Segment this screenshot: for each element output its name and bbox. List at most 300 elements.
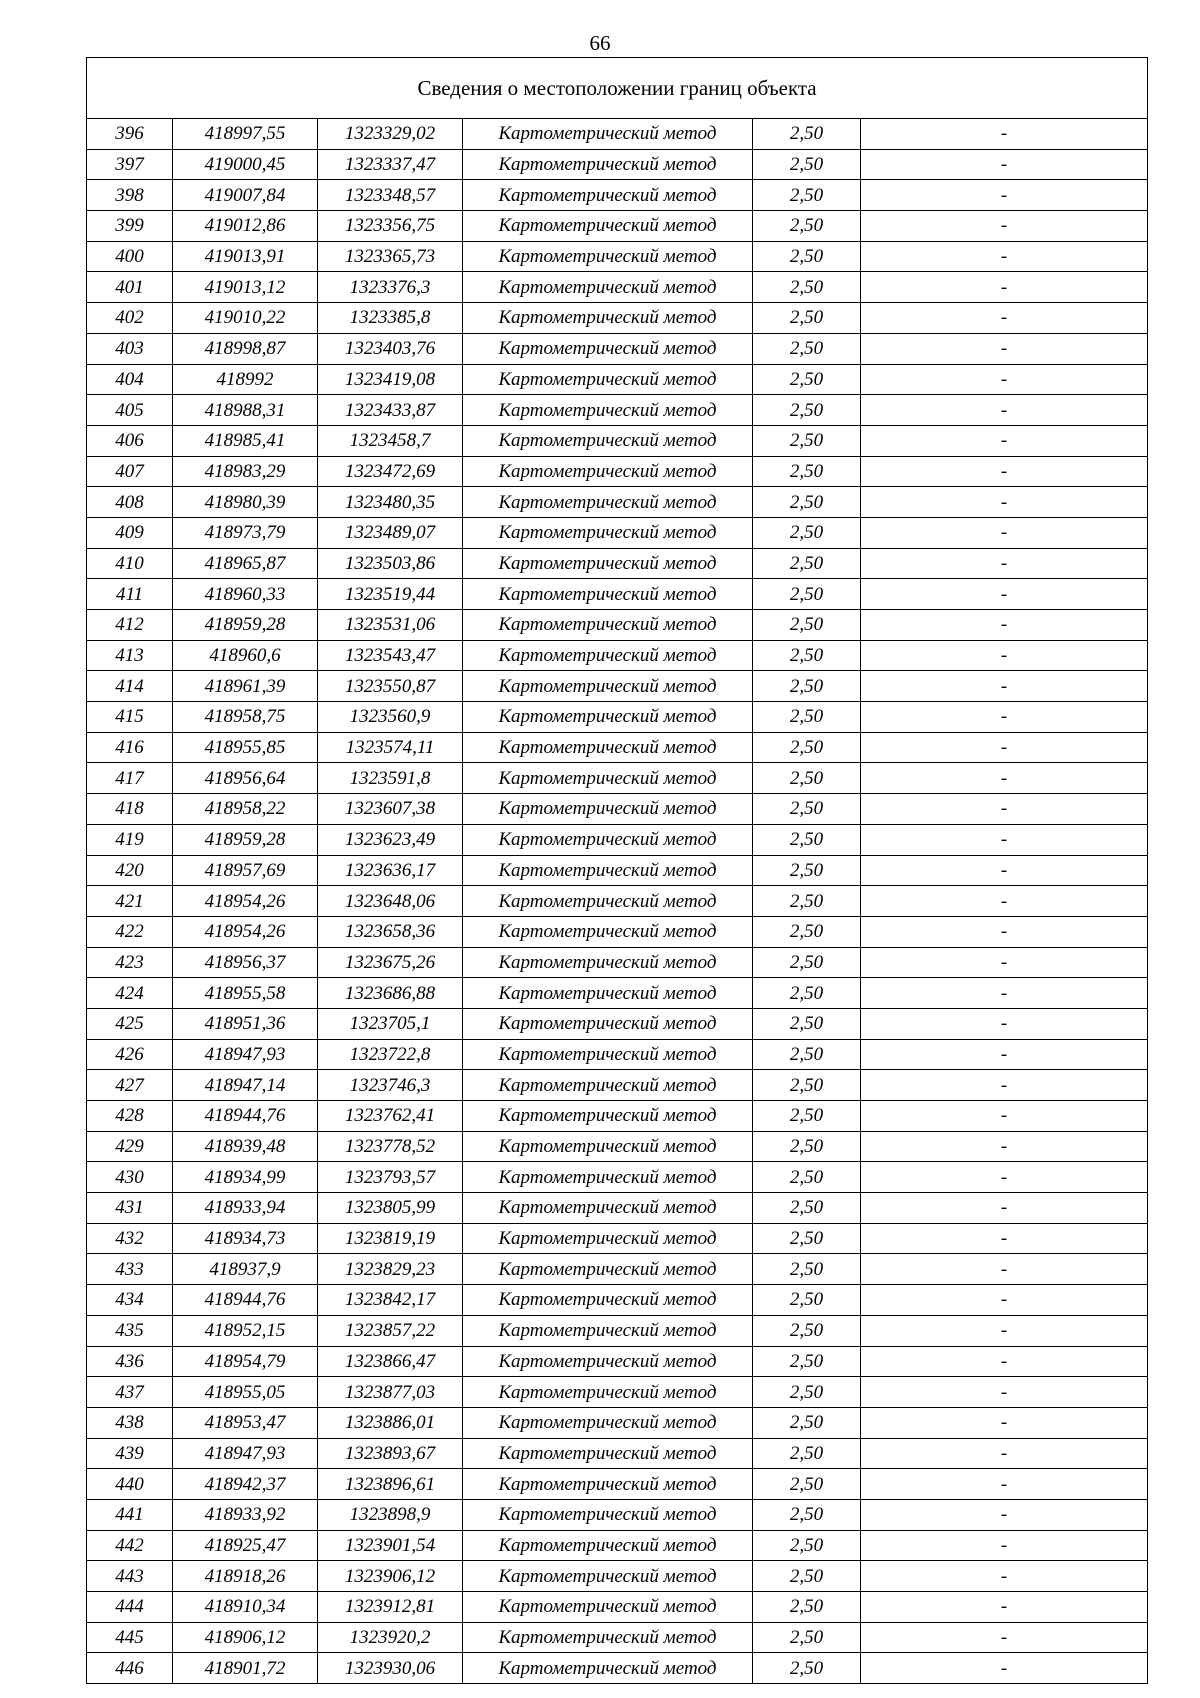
note-cell: -	[861, 364, 1148, 395]
point-number-cell: 398	[87, 180, 173, 211]
note-cell: -	[861, 1008, 1148, 1039]
y-coordinate-cell: 1323793,57	[318, 1162, 463, 1193]
point-number-cell: 420	[87, 855, 173, 886]
table-row	[87, 1499, 1148, 1530]
method-cell: Картометрический метод	[463, 702, 753, 733]
method-cell: Картометрический метод	[463, 1162, 753, 1193]
note-cell: -	[861, 1285, 1148, 1316]
y-coordinate-cell: 1323866,47	[318, 1346, 463, 1377]
point-number-cell: 446	[87, 1653, 173, 1684]
table-row	[87, 1193, 1148, 1224]
accuracy-cell: 2,50	[753, 1499, 861, 1530]
y-coordinate-cell: 1323550,87	[318, 671, 463, 702]
table-row	[87, 1101, 1148, 1132]
point-number-cell: 403	[87, 333, 173, 364]
table-row	[87, 1070, 1148, 1101]
x-coordinate-cell: 418954,26	[173, 886, 318, 917]
point-number-cell: 431	[87, 1193, 173, 1224]
y-coordinate-cell: 1323686,88	[318, 978, 463, 1009]
note-cell: -	[861, 855, 1148, 886]
y-coordinate-cell: 1323607,38	[318, 794, 463, 825]
accuracy-cell: 2,50	[753, 1530, 861, 1561]
point-number-cell: 402	[87, 303, 173, 334]
method-cell: Картометрический метод	[463, 395, 753, 426]
accuracy-cell: 2,50	[753, 640, 861, 671]
y-coordinate-cell: 1323930,06	[318, 1653, 463, 1684]
table-row	[87, 1039, 1148, 1070]
note-cell: -	[861, 180, 1148, 211]
table-row	[87, 1346, 1148, 1377]
accuracy-cell: 2,50	[753, 180, 861, 211]
accuracy-cell: 2,50	[753, 702, 861, 733]
accuracy-cell: 2,50	[753, 886, 861, 917]
point-number-cell: 430	[87, 1162, 173, 1193]
note-cell: -	[861, 333, 1148, 364]
note-cell: -	[861, 517, 1148, 548]
note-cell: -	[861, 1346, 1148, 1377]
accuracy-cell: 2,50	[753, 303, 861, 334]
x-coordinate-cell: 419013,91	[173, 241, 318, 272]
x-coordinate-cell: 418960,6	[173, 640, 318, 671]
note-cell: -	[861, 886, 1148, 917]
note-cell: -	[861, 1592, 1148, 1623]
table-row	[87, 1653, 1148, 1684]
table-row	[87, 702, 1148, 733]
y-coordinate-cell: 1323591,8	[318, 763, 463, 794]
table-row	[87, 1438, 1148, 1469]
method-cell: Картометрический метод	[463, 1407, 753, 1438]
method-cell: Картометрический метод	[463, 119, 753, 150]
accuracy-cell: 2,50	[753, 855, 861, 886]
y-coordinate-cell: 1323762,41	[318, 1101, 463, 1132]
method-cell: Картометрический метод	[463, 1499, 753, 1530]
x-coordinate-cell: 418960,33	[173, 579, 318, 610]
point-number-cell: 444	[87, 1592, 173, 1623]
point-number-cell: 418	[87, 794, 173, 825]
note-cell: -	[861, 1469, 1148, 1500]
x-coordinate-cell: 418901,72	[173, 1653, 318, 1684]
boundary-coordinates-table	[86, 57, 1148, 1684]
x-coordinate-cell: 418973,79	[173, 517, 318, 548]
y-coordinate-cell: 1323480,35	[318, 487, 463, 518]
accuracy-cell: 2,50	[753, 1101, 861, 1132]
note-cell: -	[861, 579, 1148, 610]
accuracy-cell: 2,50	[753, 1070, 861, 1101]
note-cell: -	[861, 211, 1148, 242]
note-cell: -	[861, 978, 1148, 1009]
method-cell: Картометрический метод	[463, 211, 753, 242]
point-number-cell: 408	[87, 487, 173, 518]
x-coordinate-cell: 418925,47	[173, 1530, 318, 1561]
point-number-cell: 405	[87, 395, 173, 426]
method-cell: Картометрический метод	[463, 1530, 753, 1561]
y-coordinate-cell: 1323829,23	[318, 1254, 463, 1285]
note-cell: -	[861, 702, 1148, 733]
y-coordinate-cell: 1323675,26	[318, 947, 463, 978]
accuracy-cell: 2,50	[753, 1346, 861, 1377]
note-cell: -	[861, 303, 1148, 334]
table-title-row	[87, 58, 1148, 119]
accuracy-cell: 2,50	[753, 1223, 861, 1254]
y-coordinate-cell: 1323337,47	[318, 149, 463, 180]
x-coordinate-cell: 419000,45	[173, 149, 318, 180]
point-number-cell: 400	[87, 241, 173, 272]
accuracy-cell: 2,50	[753, 1377, 861, 1408]
accuracy-cell: 2,50	[753, 916, 861, 947]
method-cell: Картометрический метод	[463, 1377, 753, 1408]
accuracy-cell: 2,50	[753, 579, 861, 610]
method-cell: Картометрический метод	[463, 1193, 753, 1224]
y-coordinate-cell: 1323896,61	[318, 1469, 463, 1500]
table-row	[87, 1315, 1148, 1346]
point-number-cell: 412	[87, 610, 173, 641]
y-coordinate-cell: 1323877,03	[318, 1377, 463, 1408]
table-row	[87, 1008, 1148, 1039]
point-number-cell: 427	[87, 1070, 173, 1101]
accuracy-cell: 2,50	[753, 1254, 861, 1285]
accuracy-cell: 2,50	[753, 732, 861, 763]
method-cell: Картометрический метод	[463, 824, 753, 855]
note-cell: -	[861, 241, 1148, 272]
note-cell: -	[861, 794, 1148, 825]
method-cell: Картометрический метод	[463, 1070, 753, 1101]
point-number-cell: 404	[87, 364, 173, 395]
accuracy-cell: 2,50	[753, 1193, 861, 1224]
note-cell: -	[861, 916, 1148, 947]
x-coordinate-cell: 418951,36	[173, 1008, 318, 1039]
table-row	[87, 1622, 1148, 1653]
note-cell: -	[861, 763, 1148, 794]
table-row	[87, 548, 1148, 579]
point-number-cell: 413	[87, 640, 173, 671]
table-row	[87, 1592, 1148, 1623]
note-cell: -	[861, 1377, 1148, 1408]
table-row	[87, 180, 1148, 211]
method-cell: Картометрический метод	[463, 1285, 753, 1316]
y-coordinate-cell: 1323636,17	[318, 855, 463, 886]
y-coordinate-cell: 1323842,17	[318, 1285, 463, 1316]
x-coordinate-cell: 418955,05	[173, 1377, 318, 1408]
point-number-cell: 428	[87, 1101, 173, 1132]
y-coordinate-cell: 1323531,06	[318, 610, 463, 641]
point-number-cell: 442	[87, 1530, 173, 1561]
note-cell: -	[861, 548, 1148, 579]
method-cell: Картометрический метод	[463, 916, 753, 947]
table-row	[87, 333, 1148, 364]
table-row	[87, 916, 1148, 947]
y-coordinate-cell: 1323489,07	[318, 517, 463, 548]
point-number-cell: 407	[87, 456, 173, 487]
accuracy-cell: 2,50	[753, 211, 861, 242]
table-row	[87, 149, 1148, 180]
note-cell: -	[861, 1561, 1148, 1592]
accuracy-cell: 2,50	[753, 1469, 861, 1500]
method-cell: Картометрический метод	[463, 886, 753, 917]
table-row	[87, 640, 1148, 671]
point-number-cell: 397	[87, 149, 173, 180]
method-cell: Картометрический метод	[463, 1469, 753, 1500]
y-coordinate-cell: 1323623,49	[318, 824, 463, 855]
method-cell: Картометрический метод	[463, 1008, 753, 1039]
note-cell: -	[861, 1131, 1148, 1162]
accuracy-cell: 2,50	[753, 1008, 861, 1039]
point-number-cell: 416	[87, 732, 173, 763]
x-coordinate-cell: 418934,99	[173, 1162, 318, 1193]
x-coordinate-cell: 418985,41	[173, 425, 318, 456]
point-number-cell: 439	[87, 1438, 173, 1469]
note-cell: -	[861, 119, 1148, 150]
point-number-cell: 426	[87, 1039, 173, 1070]
method-cell: Картометрический метод	[463, 1131, 753, 1162]
x-coordinate-cell: 418954,26	[173, 916, 318, 947]
point-number-cell: 434	[87, 1285, 173, 1316]
y-coordinate-cell: 1323348,57	[318, 180, 463, 211]
table-row	[87, 947, 1148, 978]
method-cell: Картометрический метод	[463, 1592, 753, 1623]
point-number-cell: 437	[87, 1377, 173, 1408]
x-coordinate-cell: 418958,22	[173, 794, 318, 825]
x-coordinate-cell: 418942,37	[173, 1469, 318, 1500]
table-row	[87, 517, 1148, 548]
table-row	[87, 732, 1148, 763]
point-number-cell: 432	[87, 1223, 173, 1254]
method-cell: Картометрический метод	[463, 333, 753, 364]
note-cell: -	[861, 824, 1148, 855]
note-cell: -	[861, 1193, 1148, 1224]
note-cell: -	[861, 425, 1148, 456]
table-row	[87, 272, 1148, 303]
y-coordinate-cell: 1323778,52	[318, 1131, 463, 1162]
accuracy-cell: 2,50	[753, 1039, 861, 1070]
x-coordinate-cell: 418998,87	[173, 333, 318, 364]
method-cell: Картометрический метод	[463, 1223, 753, 1254]
accuracy-cell: 2,50	[753, 1622, 861, 1653]
accuracy-cell: 2,50	[753, 241, 861, 272]
method-cell: Картометрический метод	[463, 640, 753, 671]
note-cell: -	[861, 1438, 1148, 1469]
y-coordinate-cell: 1323376,3	[318, 272, 463, 303]
note-cell: -	[861, 947, 1148, 978]
table-row	[87, 1254, 1148, 1285]
y-coordinate-cell: 1323385,8	[318, 303, 463, 334]
table-row	[87, 303, 1148, 334]
y-coordinate-cell: 1323893,67	[318, 1438, 463, 1469]
x-coordinate-cell: 418944,76	[173, 1285, 318, 1316]
note-cell: -	[861, 1223, 1148, 1254]
table-row	[87, 671, 1148, 702]
x-coordinate-cell: 418910,34	[173, 1592, 318, 1623]
point-number-cell: 423	[87, 947, 173, 978]
method-cell: Картометрический метод	[463, 947, 753, 978]
x-coordinate-cell: 419012,86	[173, 211, 318, 242]
method-cell: Картометрический метод	[463, 1101, 753, 1132]
method-cell: Картометрический метод	[463, 1315, 753, 1346]
table-row	[87, 978, 1148, 1009]
method-cell: Картометрический метод	[463, 149, 753, 180]
y-coordinate-cell: 1323458,7	[318, 425, 463, 456]
x-coordinate-cell: 418959,28	[173, 610, 318, 641]
table-row	[87, 425, 1148, 456]
table-row	[87, 364, 1148, 395]
x-coordinate-cell: 418954,79	[173, 1346, 318, 1377]
note-cell: -	[861, 732, 1148, 763]
accuracy-cell: 2,50	[753, 978, 861, 1009]
y-coordinate-cell: 1323805,99	[318, 1193, 463, 1224]
x-coordinate-cell: 418934,73	[173, 1223, 318, 1254]
note-cell: -	[861, 1530, 1148, 1561]
y-coordinate-cell: 1323648,06	[318, 886, 463, 917]
page-number: 66	[589, 31, 611, 55]
table-row	[87, 1530, 1148, 1561]
note-cell: -	[861, 1254, 1148, 1285]
point-number-cell: 429	[87, 1131, 173, 1162]
method-cell: Картометрический метод	[463, 180, 753, 211]
y-coordinate-cell: 1323419,08	[318, 364, 463, 395]
method-cell: Картометрический метод	[463, 487, 753, 518]
accuracy-cell: 2,50	[753, 610, 861, 641]
x-coordinate-cell: 418933,92	[173, 1499, 318, 1530]
accuracy-cell: 2,50	[753, 824, 861, 855]
x-coordinate-cell: 418992	[173, 364, 318, 395]
accuracy-cell: 2,50	[753, 272, 861, 303]
table-title: Сведения о местоположении границ объекта	[87, 58, 1148, 119]
accuracy-cell: 2,50	[753, 395, 861, 426]
note-cell: -	[861, 610, 1148, 641]
x-coordinate-cell: 418906,12	[173, 1622, 318, 1653]
accuracy-cell: 2,50	[753, 119, 861, 150]
note-cell: -	[861, 456, 1148, 487]
x-coordinate-cell: 418955,85	[173, 732, 318, 763]
table-row	[87, 610, 1148, 641]
x-coordinate-cell: 419010,22	[173, 303, 318, 334]
table-body	[87, 119, 1148, 1684]
point-number-cell: 443	[87, 1561, 173, 1592]
y-coordinate-cell: 1323519,44	[318, 579, 463, 610]
point-number-cell: 409	[87, 517, 173, 548]
method-cell: Картометрический метод	[463, 1039, 753, 1070]
y-coordinate-cell: 1323722,8	[318, 1039, 463, 1070]
accuracy-cell: 2,50	[753, 333, 861, 364]
x-coordinate-cell: 418955,58	[173, 978, 318, 1009]
method-cell: Картометрический метод	[463, 303, 753, 334]
x-coordinate-cell: 418997,55	[173, 119, 318, 150]
method-cell: Картометрический метод	[463, 548, 753, 579]
accuracy-cell: 2,50	[753, 149, 861, 180]
method-cell: Картометрический метод	[463, 517, 753, 548]
table-row	[87, 211, 1148, 242]
point-number-cell: 411	[87, 579, 173, 610]
note-cell: -	[861, 671, 1148, 702]
note-cell: -	[861, 1162, 1148, 1193]
y-coordinate-cell: 1323912,81	[318, 1592, 463, 1623]
x-coordinate-cell: 418965,87	[173, 548, 318, 579]
x-coordinate-cell: 418958,75	[173, 702, 318, 733]
point-number-cell: 424	[87, 978, 173, 1009]
note-cell: -	[861, 1070, 1148, 1101]
accuracy-cell: 2,50	[753, 1315, 861, 1346]
point-number-cell: 399	[87, 211, 173, 242]
accuracy-cell: 2,50	[753, 425, 861, 456]
y-coordinate-cell: 1323503,86	[318, 548, 463, 579]
y-coordinate-cell: 1323356,75	[318, 211, 463, 242]
accuracy-cell: 2,50	[753, 1131, 861, 1162]
note-cell: -	[861, 1499, 1148, 1530]
method-cell: Картометрический метод	[463, 1346, 753, 1377]
x-coordinate-cell: 418937,9	[173, 1254, 318, 1285]
note-cell: -	[861, 640, 1148, 671]
note-cell: -	[861, 272, 1148, 303]
x-coordinate-cell: 418961,39	[173, 671, 318, 702]
table-row	[87, 456, 1148, 487]
accuracy-cell: 2,50	[753, 1162, 861, 1193]
y-coordinate-cell: 1323920,2	[318, 1622, 463, 1653]
note-cell: -	[861, 1315, 1148, 1346]
accuracy-cell: 2,50	[753, 794, 861, 825]
table-row	[87, 763, 1148, 794]
point-number-cell: 415	[87, 702, 173, 733]
note-cell: -	[861, 1622, 1148, 1653]
y-coordinate-cell: 1323433,87	[318, 395, 463, 426]
x-coordinate-cell: 418947,93	[173, 1039, 318, 1070]
note-cell: -	[861, 1407, 1148, 1438]
table-row	[87, 1469, 1148, 1500]
table-row	[87, 119, 1148, 150]
point-number-cell: 422	[87, 916, 173, 947]
x-coordinate-cell: 418980,39	[173, 487, 318, 518]
method-cell: Картометрический метод	[463, 732, 753, 763]
method-cell: Картометрический метод	[463, 364, 753, 395]
x-coordinate-cell: 418944,76	[173, 1101, 318, 1132]
method-cell: Картометрический метод	[463, 1438, 753, 1469]
accuracy-cell: 2,50	[753, 1653, 861, 1684]
accuracy-cell: 2,50	[753, 1561, 861, 1592]
y-coordinate-cell: 1323329,02	[318, 119, 463, 150]
point-number-cell: 441	[87, 1499, 173, 1530]
x-coordinate-cell: 418918,26	[173, 1561, 318, 1592]
point-number-cell: 410	[87, 548, 173, 579]
table-row	[87, 395, 1148, 426]
y-coordinate-cell: 1323906,12	[318, 1561, 463, 1592]
table-row	[87, 1131, 1148, 1162]
table-row	[87, 794, 1148, 825]
accuracy-cell: 2,50	[753, 947, 861, 978]
y-coordinate-cell: 1323574,11	[318, 732, 463, 763]
point-number-cell: 406	[87, 425, 173, 456]
x-coordinate-cell: 418939,48	[173, 1131, 318, 1162]
x-coordinate-cell: 418947,14	[173, 1070, 318, 1101]
x-coordinate-cell: 418983,29	[173, 456, 318, 487]
point-number-cell: 438	[87, 1407, 173, 1438]
table-row	[87, 579, 1148, 610]
y-coordinate-cell: 1323543,47	[318, 640, 463, 671]
y-coordinate-cell: 1323898,9	[318, 1499, 463, 1530]
note-cell: -	[861, 395, 1148, 426]
table-row	[87, 886, 1148, 917]
y-coordinate-cell: 1323403,76	[318, 333, 463, 364]
x-coordinate-cell: 418952,15	[173, 1315, 318, 1346]
y-coordinate-cell: 1323560,9	[318, 702, 463, 733]
x-coordinate-cell: 418988,31	[173, 395, 318, 426]
method-cell: Картометрический метод	[463, 794, 753, 825]
table-row	[87, 1223, 1148, 1254]
x-coordinate-cell: 419007,84	[173, 180, 318, 211]
method-cell: Картометрический метод	[463, 1622, 753, 1653]
accuracy-cell: 2,50	[753, 517, 861, 548]
note-cell: -	[861, 1101, 1148, 1132]
accuracy-cell: 2,50	[753, 364, 861, 395]
y-coordinate-cell: 1323705,1	[318, 1008, 463, 1039]
point-number-cell: 436	[87, 1346, 173, 1377]
